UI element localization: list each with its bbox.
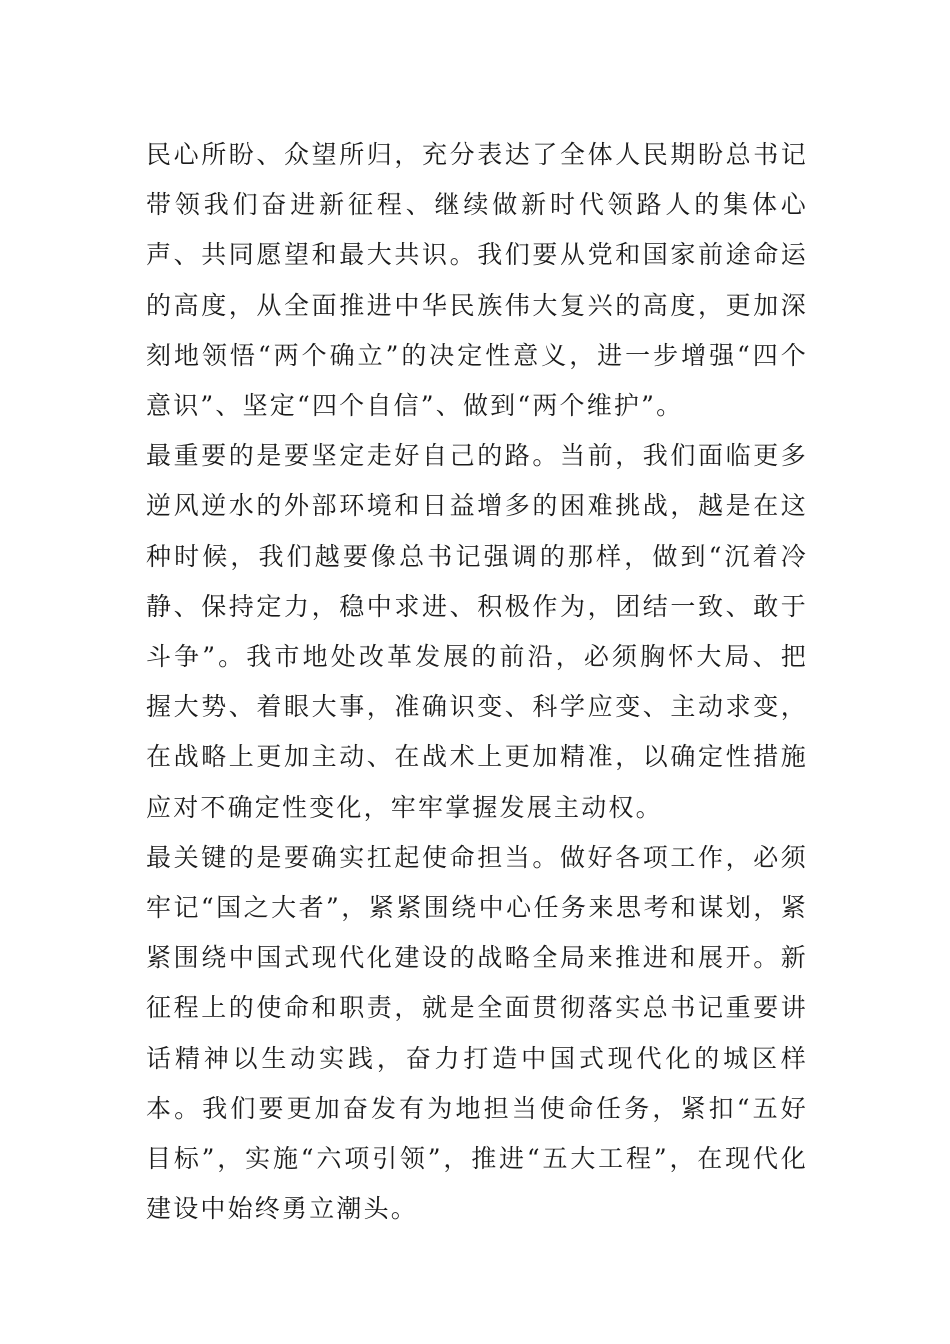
paragraph-1: 民心所盼、众望所归，充分表达了全体人民期盼总书记带领我们奋进新征程、继续做新时代领路人的集体心声、共同愿望和最大共识。我们要从党和国家前途命运的高度，从全面推进中华民族伟大复兴的高度，更加深刻地领悟“两个确立”的决定性意义，进一步增强“四个意识”、坚定“四个自信”、做到“两个维护”。 xyxy=(146,140,808,421)
document-body xyxy=(146,130,808,1234)
paragraph-3: 最关键的是要确实扛起使命担当。做好各项工作，必须牢记“国之大者”，紧紧围绕中心任务来思考和谋划，紧紧围绕中国式现代化建设的战略全局来推进和展开。新征程上的使命和职责，就是全面贯彻落实总书记重要讲话精神以生动实践，奋力打造中国式现代化的城区样本。我们要更加奋发有为地担当使命任务，紧扣“五好目标”，实施“六项引领”，推进“五大工程”，在现代化建设中始终勇立潮头。 xyxy=(146,842,808,1224)
paragraph-2: 最重要的是要坚定走好自己的路。当前，我们面临更多逆风逆水的外部环境和日益增多的困难挑战，越是在这种时候，我们越要像总书记强调的那样，做到“沉着冷静、保持定力，稳中求进、积极作为，团结一致、敢于斗争”。我市地处改革发展的前沿，必须胸怀大局、把握大势、着眼大事，准确识变、科学应变、主动求变，在战略上更加主动、在战术上更加精准，以确定性措施应对不确定性变化，牢牢掌握发展主动权。 xyxy=(146,441,808,822)
